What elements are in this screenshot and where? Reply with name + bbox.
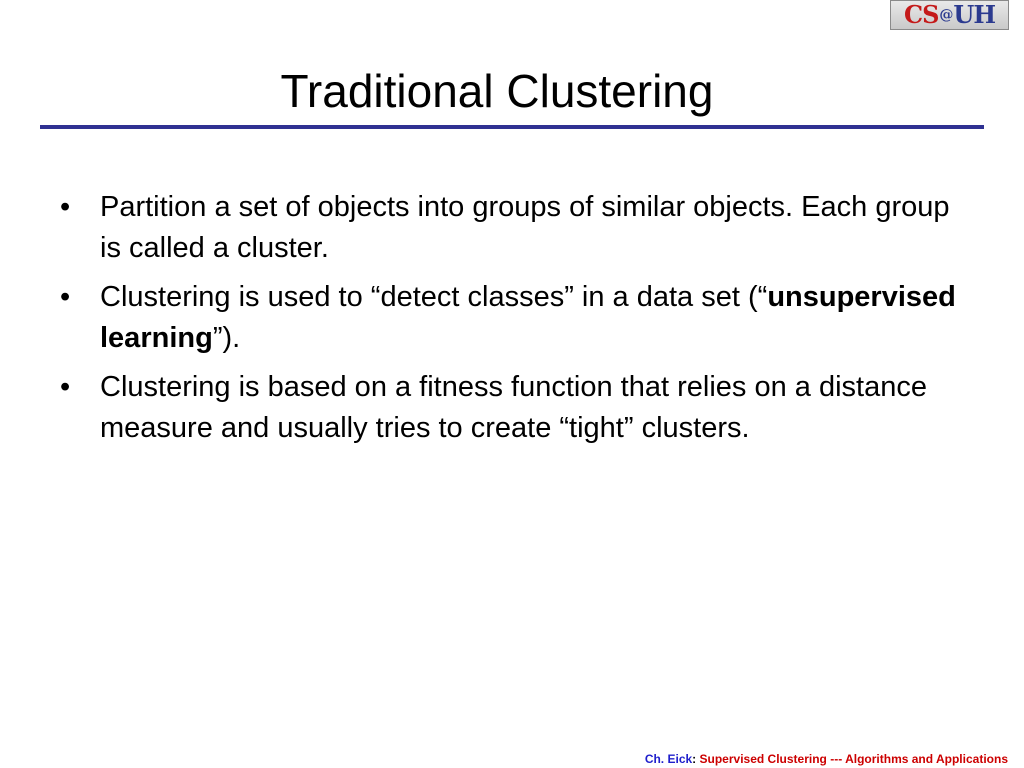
footer-course-title: Supervised Clustering --- Algorithms and Applications <box>699 752 1008 766</box>
bullet-text-prefix: Clustering is used to “detect classes” in a data set (“ <box>100 281 768 313</box>
bullet-text: Clustering is based on a fitness function that relies on a distance measure and usually tries to create “tight” clusters. <box>100 371 927 444</box>
bullet-list <box>60 187 960 457</box>
bullet-item <box>60 367 960 449</box>
bullet-text-suffix: ”). <box>212 322 241 354</box>
title-divider <box>40 125 984 129</box>
slide-title: Traditional Clustering <box>280 65 714 117</box>
slide-footer <box>645 752 1008 766</box>
bullet-text: Partition a set of objects into groups of similar objects. Each group is called a cluster. <box>100 191 950 264</box>
logo-cs-text: CS <box>903 0 939 29</box>
footer-author: Ch. Eick <box>644 752 693 766</box>
bullet-item <box>60 187 960 269</box>
bullet-item <box>60 277 960 359</box>
logo-uh-text: UH <box>953 0 996 29</box>
cs-uh-logo <box>890 0 1009 30</box>
logo-at-text: @ <box>939 7 953 23</box>
bullet-marker: • <box>60 191 71 223</box>
bullet-text-emphasis: unsupervised learning <box>100 281 956 354</box>
footer-separator: : <box>692 752 700 766</box>
bullet-marker: • <box>60 281 71 313</box>
bullet-marker: • <box>60 371 71 403</box>
